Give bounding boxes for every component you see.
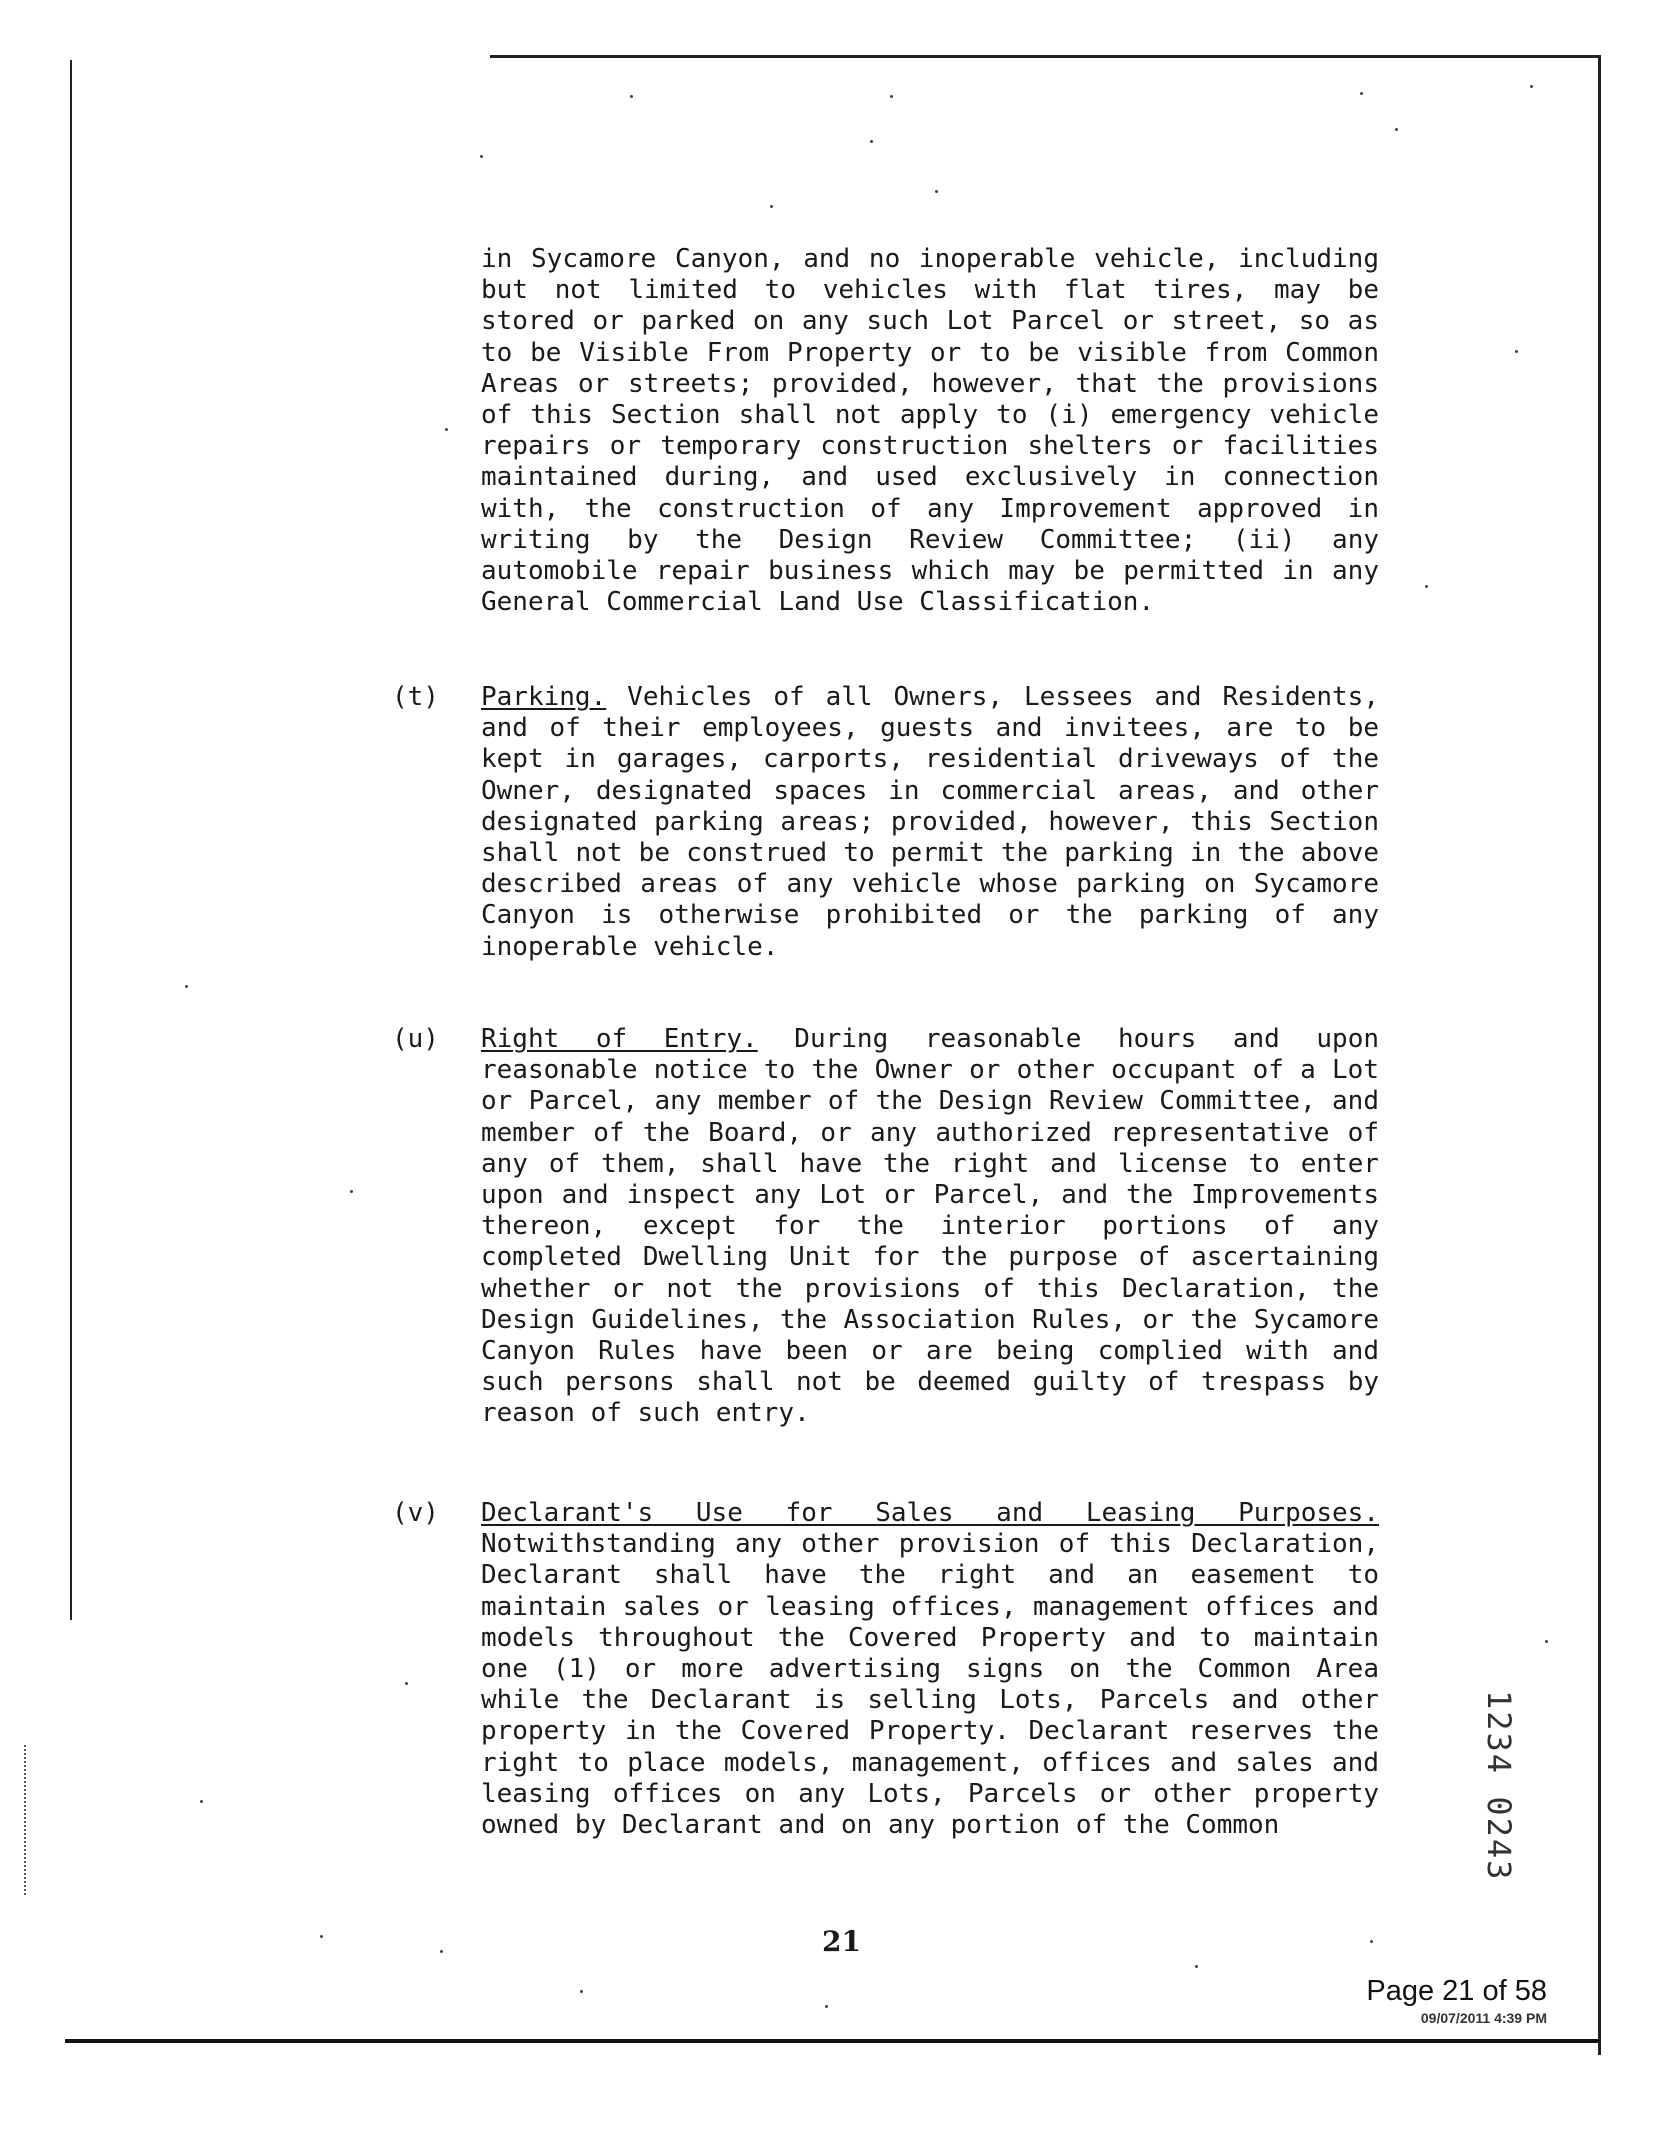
section-heading-right-of-entry: Right of Entry. (481, 1024, 758, 1054)
scan-speck (935, 190, 938, 193)
page-border-bottom (65, 2039, 1600, 2043)
scan-speck (1395, 128, 1398, 131)
scan-speck (1370, 1940, 1373, 1943)
page-border-top (490, 55, 1600, 58)
footer-page-count: Page 21 of 58 (1366, 1975, 1547, 2007)
section-heading-declarant-use: Declarant's Use for Sales and Leasing Purposes. (481, 1498, 1379, 1528)
section-body-parking: Vehicles of all Owners, Lessees and Residents, and of their employees, guests and invitees, are to be kept in garages, carports, residential driveways of the Owner, designated spaces in commercial areas, and other designated parking areas; provided, however, this Section shall not be construed to permit the parking in the above described areas of any vehicle whose parking on Sycamore Canyon is otherwise prohibited or the parking of any inoperable vehicle. (481, 682, 1379, 962)
scan-speck (1545, 1640, 1548, 1643)
scan-speck (320, 1935, 323, 1938)
scan-speck (440, 1950, 443, 1953)
scan-speck (890, 95, 893, 98)
section-heading-parking: Parking. (481, 682, 607, 712)
scan-speck (1195, 1965, 1198, 1968)
scan-speck (825, 2005, 828, 2008)
scan-speck (1530, 85, 1533, 88)
scan-speck (1360, 92, 1363, 95)
section-parking (481, 682, 1379, 963)
section-body-right-of-entry: During reasonable hours and upon reasonable notice to the Owner or other occupant of a Lot or Parcel, any member of the Design Review Committee, and member of the Board, or any authorized representative of any of them, shall have the right and license to enter upon and inspect any Lot or Parcel, and the Improvements thereon, except for the interior portions of any completed Dwelling Unit for the purpose of ascertaining whether or not the provisions of this Declaration, the Design Guidelines, the Association Rules, or the Sycamore Canyon Rules have been or are being complied with and such persons shall not be deemed guilty of trespass by reason of such entry. (481, 1024, 1379, 1429)
scan-speck (870, 140, 873, 143)
page-border-left (70, 60, 72, 1620)
page-number: 21 (822, 1925, 861, 1958)
scan-speck (185, 985, 188, 988)
bates-stamp: 1234 0243 (1480, 1690, 1518, 1882)
section-body-declarant-use: Notwithstanding any other provision of this Declaration, Declarant shall have the right and an easement to maintain sales or leasing offices, management offices and models throughout the Covered Property and to maintain one (1) or more advertising signs on the Common Area while the Declarant is selling Lots, Parcels and other property in the Covered Property. Declarant reserves the right to place models, management, offices and sales and leasing offices on any Lots, Parcels or other property owned by Declarant and on any portion of the Common (481, 1529, 1379, 1841)
scan-speck (630, 95, 633, 98)
scan-speck (405, 1682, 408, 1685)
section-right-of-entry (481, 1024, 1379, 1430)
section-label-u: (u) (392, 1024, 439, 1054)
scan-speck (445, 428, 448, 431)
scan-speck (480, 155, 483, 158)
section-label-t: (t) (392, 682, 439, 712)
page-border-right (1598, 55, 1601, 2055)
footer-timestamp: 09/07/2011 4:39 PM (1420, 2010, 1547, 2026)
continuation-paragraph: in Sycamore Canyon, and no inoperable vehicle, including but not limited to vehicles with flat tires, may be stored or parked on any such Lot Parcel or street, so as to be Visible From Property or to be visible from Common Areas or streets; provided, however, that the provisions of this Section shall not apply to (i) emergency vehicle repairs or temporary construction shelters or facilities maintained during, and used exclusively in connection with, the construction of any Improvement approved in writing by the Design Review Committee; (ii) any automobile repair business which may be permitted in any General Commercial Land Use Classification. (481, 244, 1379, 618)
section-declarant-use (481, 1498, 1379, 1841)
scan-edge-dots (24, 1745, 26, 1895)
scan-speck (1425, 585, 1428, 588)
section-label-v: (v) (392, 1498, 439, 1528)
scan-speck (350, 1190, 353, 1193)
scan-speck (1515, 350, 1518, 353)
scan-speck (580, 1990, 583, 1993)
scan-speck (200, 1800, 203, 1803)
scan-speck (770, 205, 773, 208)
